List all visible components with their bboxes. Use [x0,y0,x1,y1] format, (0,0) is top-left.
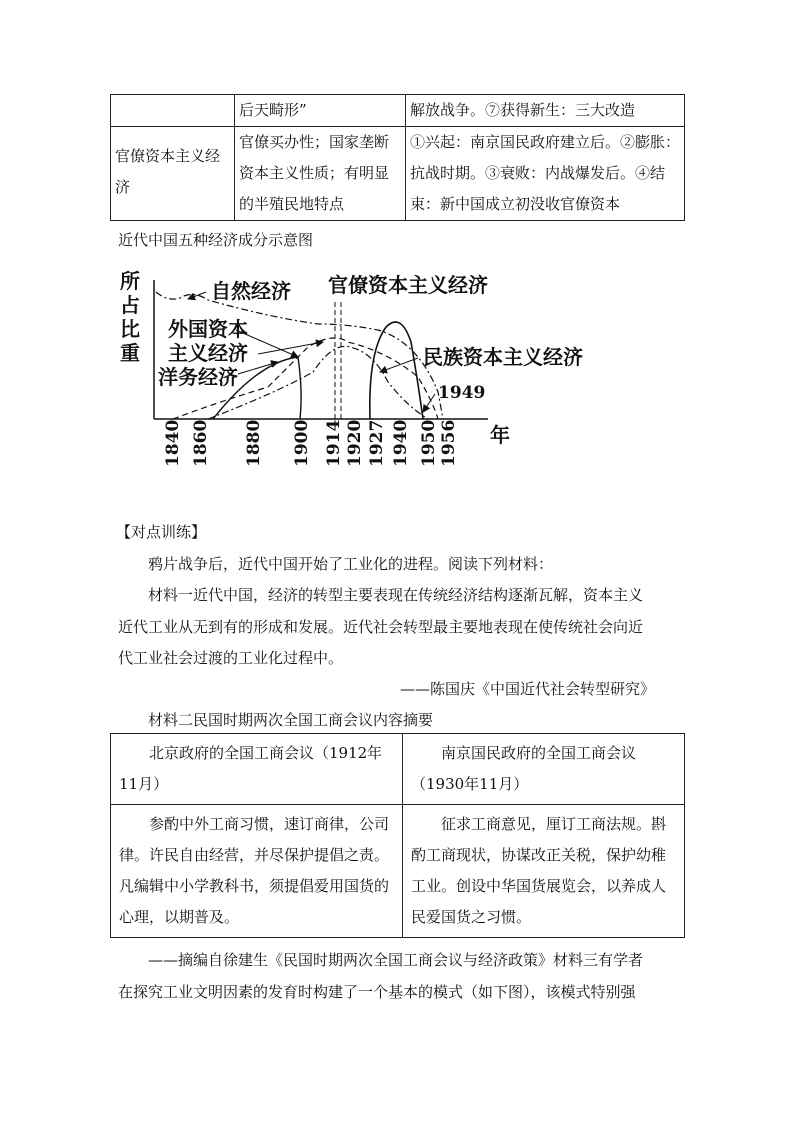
table-cell: 官僚资本主义经济 [111,127,235,221]
economy-table [110,94,685,221]
pointer-national [380,358,418,372]
table-cell: ①兴起：南京国民政府建立后。②膨胀：抗战时期。③衰败：内战爆发后。④结束：新中国成立初没收官僚资本 [406,127,685,221]
material1-source: ——陈国庆《中国近代社会转型研究》 [400,680,656,698]
x-tick-label: 1956 [439,419,459,467]
intro-text: 鸦片战争后，近代中国开始了工业化的进程。阅读下列材料： [148,555,554,573]
x-tick-label: 1880 [244,419,264,467]
table-row [111,95,685,127]
label-foreign-1: 外国资本 [168,317,248,341]
material1-line-2: 近代工业从无到有的形成和发展。近代社会转型最主要地表现在使传统社会向近 [118,618,644,636]
table-cell: 官僚买办性；国家垄断资本主义性质；有明显的半殖民地特点 [235,127,406,221]
x-tick-label: 1840 [163,419,183,467]
material1-line-3: 代工业社会过渡的工业化过程中。 [118,649,344,667]
table-header-beijing: 北京政府的全国工商会议（1912年11月） [111,734,403,805]
x-axis-label: 年 [490,423,510,447]
table-header-nanjing: 南京国民政府的全国工商会议（1930年11月） [403,734,685,805]
label-yangwu: 洋务经济 [158,365,238,389]
x-tick-label: 1940 [391,419,411,467]
table-cell [111,95,235,127]
section-heading: 【对点训练】 [116,523,207,541]
table-row [111,127,685,221]
x-tick-label: 1950 [419,419,439,467]
table-cell-beijing: 参酌中外工商习惯，速订商律，公司律。许民自由经营，并尽保护提倡之责。凡编辑中小学教科书，须提倡爱用国货的心理，以期普及。 [111,805,403,938]
y-axis-label: 所占比重 [120,269,140,365]
table-cell: 后天畸形” [235,95,406,127]
footer-line-1: ——摘编自徐建生《民国时期两次全国工商会议与经济政策》材料三有学者 [148,951,644,969]
label-bureaucratic: 官僚资本主义经济 [328,273,488,297]
x-tick-label: 1860 [191,419,211,467]
material2-title: 材料二民国时期两次全国工商会议内容摘要 [148,711,434,729]
x-tick-label: 1927 [367,419,387,467]
chart-caption: 近代中国五种经济成分示意图 [118,231,314,249]
label-natural-economy: 自然经济 [211,279,291,303]
label-national: 民族资本主义经济 [423,345,583,369]
label-foreign-2: 主义经济 [168,341,248,365]
material1-line-1: 材料一近代中国，经济的转型主要表现在传统经济结构逐渐瓦解，资本主义 [148,586,644,604]
conference-table [110,733,685,938]
footer-line-2: 在探究工业文明因素的发育时构建了一个基本的模式（如下图），该模式特别强 [118,983,636,1001]
table-cell-nanjing: 征求工商意见，厘订工商法规。斟酌工商现状，协谋改正关税，保护幼稚工业。创设中华国货展览会，以养成人民爱国货之习惯。 [403,805,685,938]
table-row [111,805,685,938]
x-tick-label: 1920 [345,419,365,467]
economy-chart [118,262,583,472]
series-bureaucratic-capitalism [370,322,423,419]
x-tick-label: 1900 [292,419,312,467]
table-row [111,734,685,805]
x-tick-label: 1914 [324,419,344,467]
label-1949: 1949 [438,383,486,403]
table-cell: 解放战争。⑦获得新生：三大改造 [406,95,685,127]
